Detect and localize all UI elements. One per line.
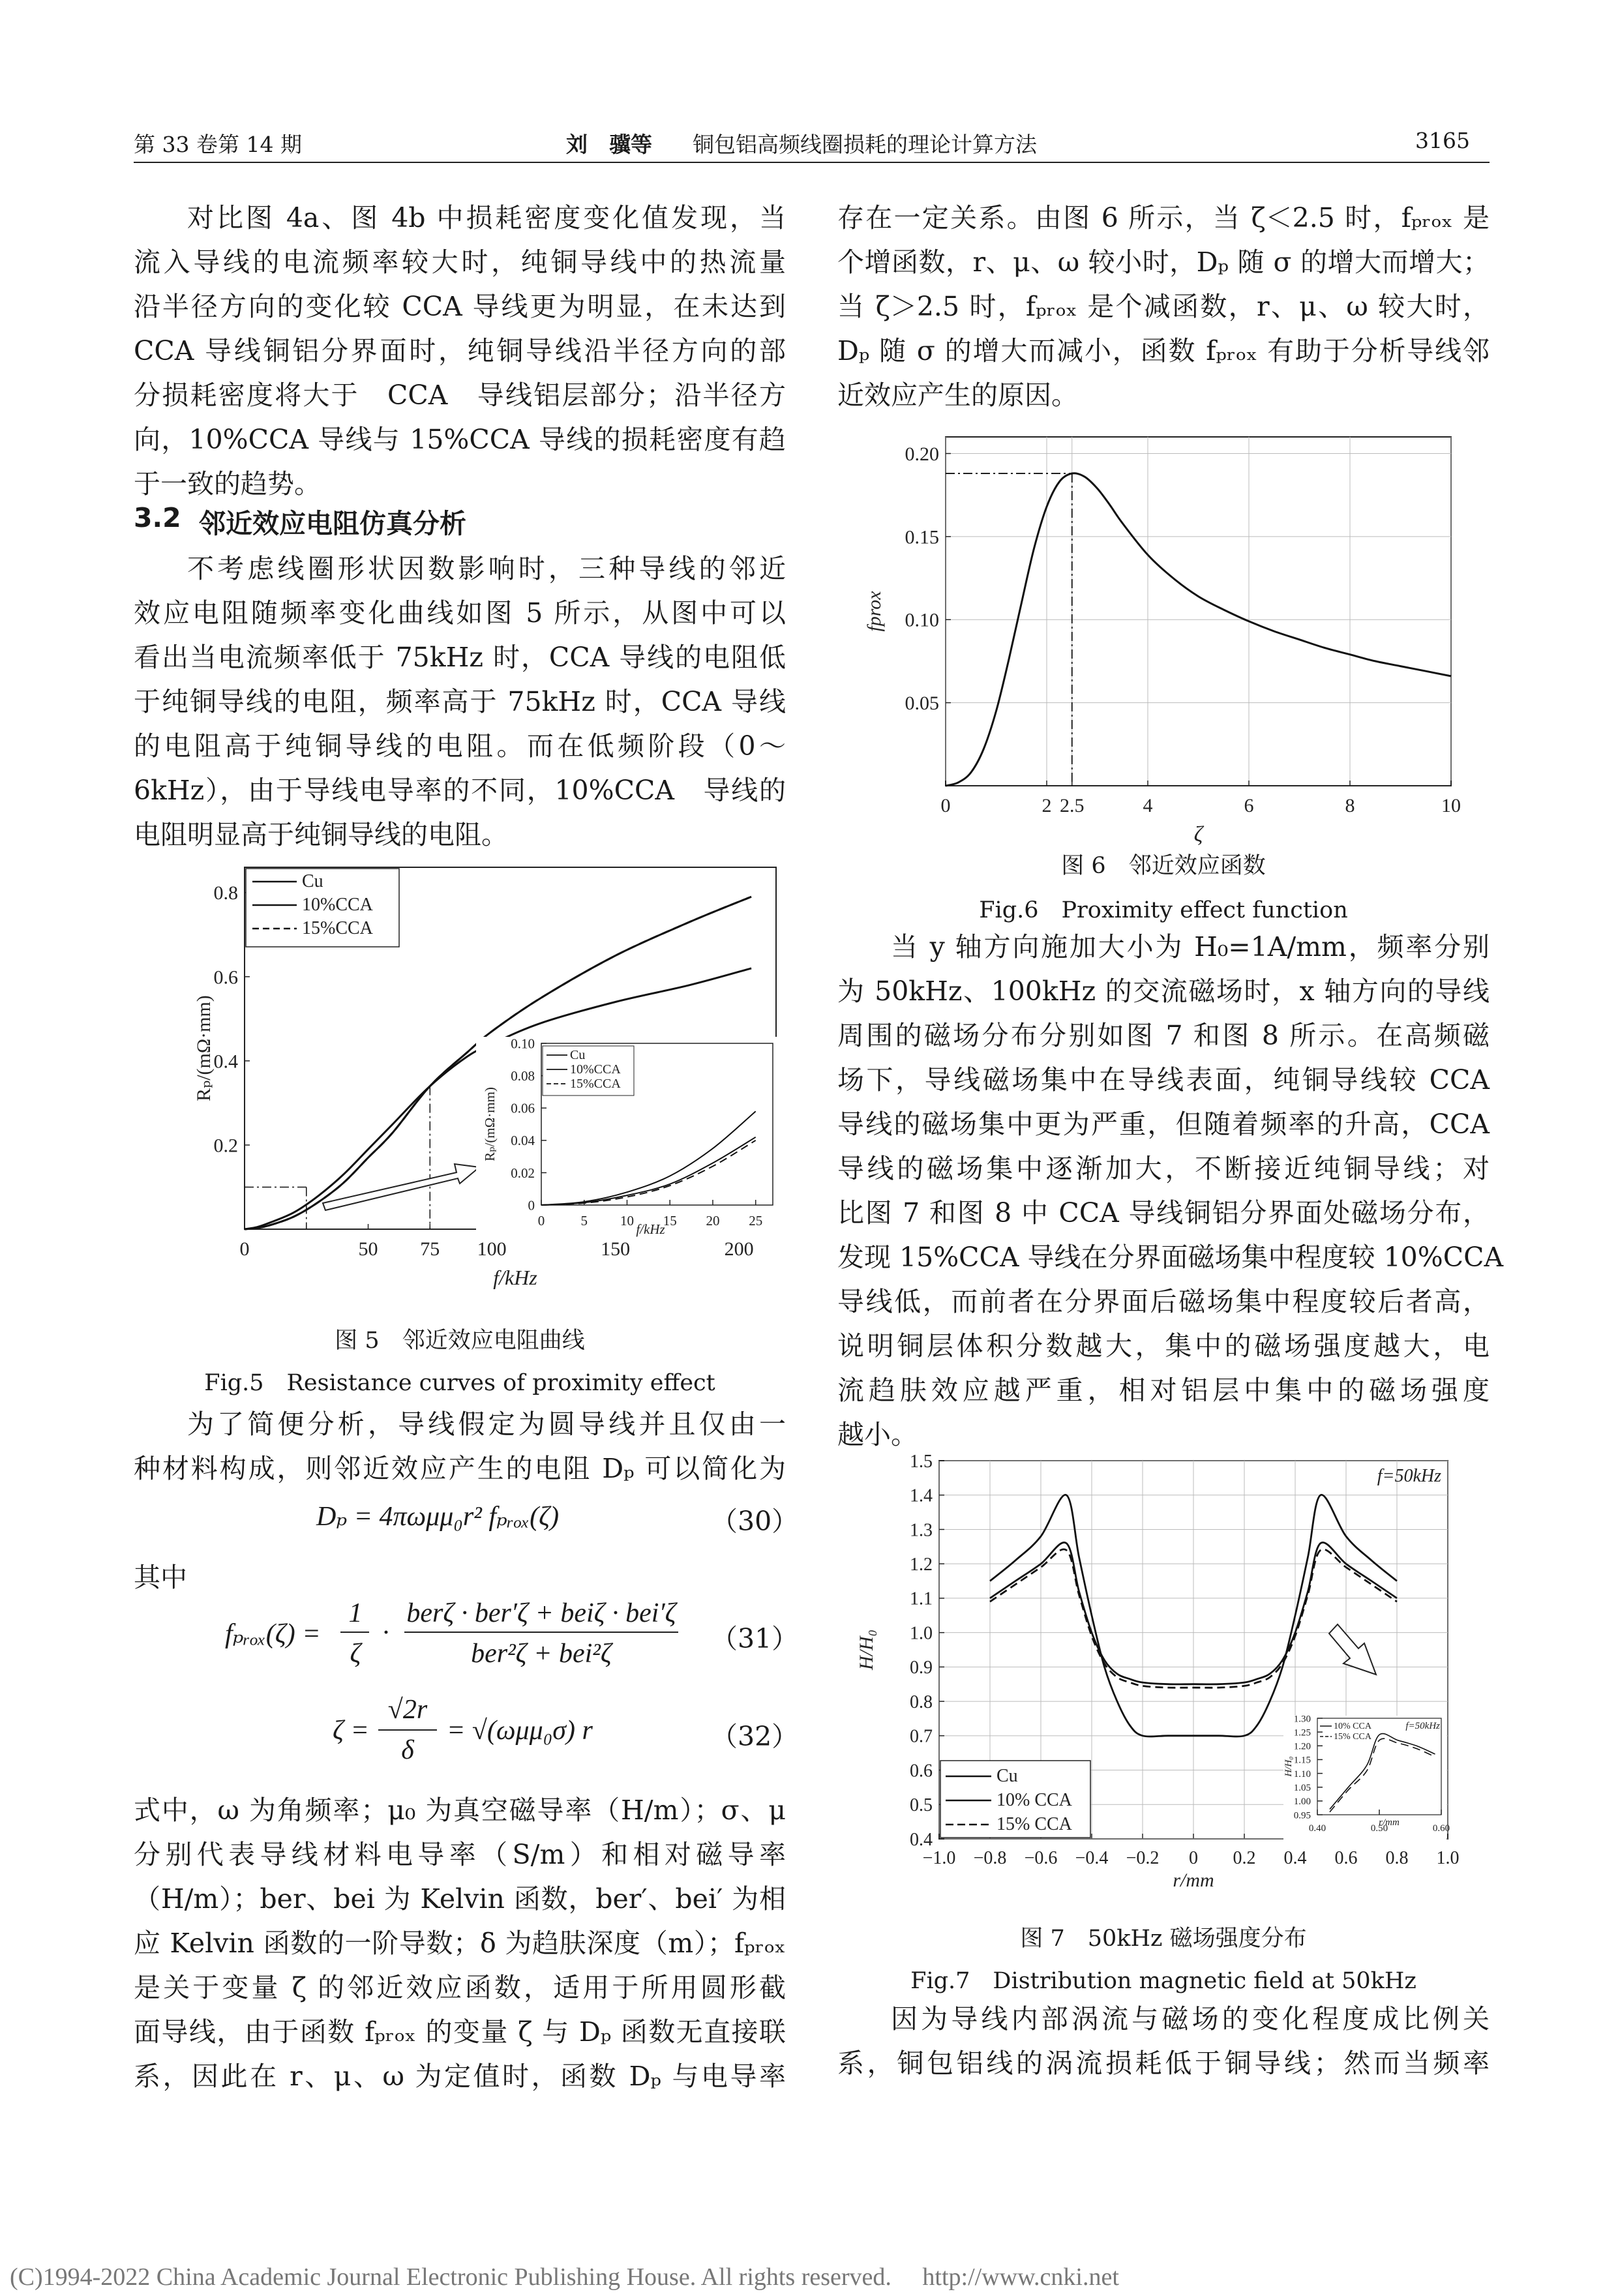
fig7-inset-xlabel: r/mm [1379, 1817, 1400, 1828]
text-line: 电阻明显高于纯铜导线的电阻。 [134, 819, 508, 850]
text-line: 周围的磁场分布分别如图 7 和图 8 所示。在高频磁 [837, 1020, 1490, 1051]
fig6-xtick-label: 2 [1041, 795, 1052, 816]
text-line: 系，因此在 r、μ、ω 为定值时，函数 Dₚ 与电导率 [134, 2061, 786, 2092]
fig6-xtick-label: 10 [1441, 795, 1461, 816]
text-line: CCA 导线铜铝分界面时，纯铜导线沿半径方向的部 [134, 335, 786, 366]
section-number: 3.2 [134, 502, 181, 533]
equation-32-den: δ [401, 1735, 414, 1765]
fig7-xtick-label: 0.2 [1233, 1848, 1256, 1868]
fig7-legend-label: 10% CCA [996, 1790, 1072, 1810]
text-line: 近效应产生的原因。 [837, 380, 1078, 411]
fig6-xtick-label: 0 [940, 795, 951, 816]
text-line: 当 y 轴方向施加大小为 H₀=1A/mm，频率分别 [891, 931, 1490, 962]
fig5-inset-xtick-label: 10 [620, 1213, 634, 1229]
header-page-number: 3165 [1415, 128, 1470, 153]
equation-32-lhs: ζ = [333, 1716, 369, 1746]
footer-copyright: (C)1994-2022 China Academic Journal Electronic Publishing House. All rights reserved. http://www.cnki.net [10, 2263, 1119, 2291]
fig5-xtick-label: 200 [724, 1238, 754, 1260]
header-title: 铜包铝高频线圈损耗的理论计算方法 [693, 132, 1037, 157]
header-rule [134, 162, 1490, 163]
fig7-inset-xtick-label: 0.50 [1370, 1823, 1388, 1834]
fig6-xlabel: ζ [1193, 822, 1203, 846]
fig5-xtick-label: 150 [601, 1238, 631, 1260]
fig6-ylabel: fprox [863, 591, 885, 632]
fig7-xlabel: r/mm [1173, 1870, 1214, 1891]
equation-32-num: √2r [387, 1695, 428, 1725]
text-line: Dₚ 随 σ 的增大而减小，函数 fₚᵣₒₓ 有助于分析导线邻 [837, 335, 1490, 366]
section-title: 邻近效应电阻仿真分析 [199, 508, 466, 539]
fig6-ytick-label: 0.15 [905, 526, 939, 548]
fig6-plot-frame [946, 437, 1451, 786]
text-line: 于一致的趋势。 [134, 468, 321, 499]
fig5-xtick-label: 50 [358, 1238, 378, 1260]
fig6-series- [946, 473, 1451, 786]
text-line: 流入导线的电流频率较大时，纯铜导线中的热流量 [134, 246, 786, 278]
text-line: （H/m）；ber、bei 为 Kelvin 函数，ber′、bei′ 为相 [134, 1883, 786, 1915]
text-line: 当 ζ＞2.5 时，fₚᵣₒₓ 是个减函数，r、μ、ω 较大时， [837, 291, 1490, 322]
text-line: 于纯铜导线的电阻，频率高于 75kHz 时，CCA 导线 [134, 686, 786, 717]
fig5-caption-cn: 图 5 邻近效应电阻曲线 [335, 1328, 585, 1354]
text-line: 向，10%CCA 导线与 15%CCA 导线的损耗密度有趋 [134, 424, 786, 455]
text-line: 说明铜层体积分数越大，集中的磁场强度越大，电 [837, 1330, 1490, 1362]
text-line: 系，铜包铝线的涡流损耗低于铜导线；然而当频率 [837, 2048, 1490, 2079]
fig5-chart [193, 848, 783, 1317]
fig6-chart [854, 424, 1474, 848]
fig7-xtick-label: −1.0 [922, 1848, 956, 1868]
fig7-caption-cn: 图 7 50kHz 磁场强度分布 [1020, 1926, 1307, 1952]
fig7-ytick-label: 0.6 [910, 1761, 933, 1782]
fig7-xtick-label: 1.0 [1436, 1848, 1460, 1868]
fig7-xtick-label: −0.2 [1126, 1848, 1160, 1868]
fig7-ytick-label: 1.5 [910, 1451, 933, 1472]
text-line: 导线低，而前者在分界面后磁场集中程度较后者高， [837, 1286, 1490, 1317]
fig5-inset-ytick-label: 0.02 [511, 1165, 535, 1181]
fig5-caption-en: Fig.5 Resistance curves of proximity effect [204, 1370, 715, 1396]
equation-31-frac1-num: 1 [348, 1598, 363, 1628]
text-line: 为了简便分析，导线假定为圆导线并且仅由一 [187, 1409, 786, 1440]
text-line: 个增函数，r、μ、ω 较小时，Dₚ 随 σ 的增大而增大； [837, 246, 1490, 278]
fig5-inset-ylabel: Rₚ/(mΩ·mm) [482, 1087, 498, 1161]
text-line: 种材料构成，则邻近效应产生的电阻 Dₚ 可以简化为 [134, 1453, 786, 1484]
fig5-xtick-label: 100 [477, 1238, 507, 1260]
fig5-inset-xtick-label: 15 [663, 1213, 677, 1229]
fig7-chart [848, 1451, 1487, 1894]
fig5-xtick-label: 0 [239, 1238, 250, 1260]
equation-31-bar [404, 1632, 678, 1633]
equation-32-bar [378, 1729, 437, 1731]
fig7-ytick-label: 1.3 [910, 1520, 933, 1541]
fig7-inset-ylabel: H/H₀ [1283, 1756, 1294, 1777]
fig7-ytick-label: 1.0 [910, 1623, 933, 1644]
equation-31-denominator: ber²ζ + bei²ζ [471, 1639, 612, 1669]
fig7-xtick-label: −0.6 [1024, 1848, 1058, 1868]
text-line: 因为导线内部涡流与磁场的变化程度成比例关 [891, 2003, 1490, 2035]
fig5-legend-label: Cu [302, 871, 323, 891]
text-line: 导线的磁场集中更为严重，但随着频率的升高，CCA [837, 1109, 1490, 1140]
fig6-xtick-label: 4 [1143, 795, 1153, 816]
fig7-ytick-label: 1.4 [910, 1485, 933, 1506]
fig7-xtick-label: 0.8 [1385, 1848, 1409, 1868]
fig7-inset-ytick-label: 1.05 [1293, 1782, 1311, 1793]
fig5-ytick-label: 0.6 [213, 966, 238, 989]
fig7-inset-ytick-label: 1.00 [1293, 1797, 1311, 1808]
text-line: 是关于变量 ζ 的邻近效应函数，适用于所用圆形截 [134, 1972, 786, 2003]
fig5-ytick-label: 0.4 [213, 1051, 238, 1073]
fig5-inset-legend-label: 15%CCA [570, 1077, 621, 1091]
text-line: 看出当电流频率低于 75kHz 时，CCA 导线的电阻低 [134, 642, 786, 673]
fig5-inset-xtick-label: 20 [706, 1213, 720, 1229]
fig7-inset-xtick-label: 0.60 [1432, 1823, 1450, 1834]
fig6-xtick-label: 8 [1345, 795, 1355, 816]
equation-30: Dₚ = 4πωμμ₀r² fₚᵣₒₓ(ζ) [316, 1502, 560, 1532]
fig5-legend-label: 10%CCA [302, 895, 373, 915]
equation-32-rhs: = √(ωμμ₀σ) r [447, 1716, 593, 1746]
fig5-inset-ytick-label: 0.06 [511, 1100, 535, 1116]
text-line: 为 50kHz、100kHz 的交流磁场时，x 轴方向的导线 [837, 976, 1490, 1007]
fig5-legend-label: 15%CCA [302, 918, 373, 938]
fig7-caption-en: Fig.7 Distribution magnetic field at 50kHz [910, 1968, 1416, 1994]
fig7-ytick-label: 0.9 [910, 1658, 933, 1678]
fig7-inset-legend-label: 10% CCA [1334, 1722, 1371, 1731]
fig5-inset-legend-label: Cu [570, 1048, 586, 1062]
fig7-legend-label: 15% CCA [996, 1814, 1072, 1834]
fig6-xtick-label: 2.5 [1060, 795, 1085, 816]
text-line: 面导线，由于函数 fₚᵣₒₓ 的变量 ζ 与 Dₚ 函数无直接联 [134, 2016, 786, 2048]
fig5-inset-xtick-label: 25 [749, 1213, 763, 1229]
fig5-xlabel: f/kHz [493, 1266, 537, 1289]
fig5-ytick-label: 0.2 [213, 1135, 238, 1157]
text-line: 发现 15%CCA 导线在分界面磁场集中程度较 10%CCA [837, 1242, 1504, 1273]
fig6-ytick-label: 0.20 [905, 443, 939, 465]
equation-31-numerator: berζ · ber′ζ + beiζ · bei′ζ [406, 1598, 676, 1628]
text-line: 效应电阻随频率变化曲线如图 5 所示，从图中可以 [134, 597, 786, 629]
text-line: 导线的磁场集中逐渐加大，不断接近纯铜导线；对 [837, 1153, 1490, 1184]
fig7-ytick-label: 1.1 [910, 1588, 933, 1609]
text-line: 场下，导线磁场集中在导线表面，纯铜导线较 CCA [837, 1064, 1490, 1096]
text-line: 应 Kelvin 函数的一阶导数；δ 为趋肤深度（m）；fₚᵣₒₓ [134, 1928, 786, 1959]
equation-30-number: （30） [711, 1506, 799, 1537]
text-line: 流趋肤效应越严重，相对铝层中集中的磁场强度 [837, 1375, 1490, 1406]
fig7-xtick-label: 0.6 [1334, 1848, 1358, 1868]
fig5-inset-xtick-label: 5 [580, 1213, 588, 1229]
fig7-inset-frequency-label: f=50kHz [1405, 1721, 1440, 1731]
equation-31-dot: · [382, 1618, 391, 1648]
fig5-inset-xlabel: f/kHz [636, 1221, 665, 1237]
text-line: 式中，ω 为角频率；μ₀ 为真空磁导率（H/m）；σ、μ [134, 1795, 786, 1826]
header-authors: 刘 骥等 [566, 132, 652, 157]
fig5-inset-xtick-label: 0 [537, 1213, 545, 1229]
fig7-inset-ytick-label: 1.15 [1293, 1755, 1311, 1766]
fig7-xtick-label: −0.4 [1075, 1848, 1109, 1868]
fig6-caption-en: Fig.6 Proximity effect function [979, 897, 1348, 923]
equation-31-number: （31） [711, 1623, 799, 1654]
text-line: 不考虑线圈形状因数影响时，三种导线的邻近 [187, 553, 786, 584]
text-line: 分损耗密度将大于 CCA 导线铝层部分；沿半径方 [134, 380, 786, 411]
fig6-caption-cn: 图 6 邻近效应函数 [1061, 853, 1266, 879]
text-line: 分别代表导线材料电导率（S/m）和相对磁导率 [134, 1839, 786, 1870]
text-line: 比图 7 和图 8 中 CCA 导线铜铝分界面处磁场分布， [837, 1197, 1490, 1229]
fig6-ytick-label: 0.10 [905, 609, 939, 631]
header-volume: 第 33 卷第 14 期 [134, 132, 302, 157]
fig7-xtick-label: 0.4 [1283, 1848, 1307, 1868]
equation-31-frac1-bar [340, 1632, 369, 1633]
fig7-inset-ytick-label: 1.30 [1293, 1714, 1311, 1725]
text-line: 对比图 4a、图 4b 中损耗密度变化值发现，当 [187, 202, 786, 233]
fig7-ytick-label: 0.8 [910, 1692, 933, 1712]
fig7-ytick-label: 0.5 [910, 1795, 933, 1816]
fig7-inset-ytick-label: 1.10 [1293, 1768, 1311, 1780]
fig7-inset-xtick-label: 0.40 [1308, 1823, 1326, 1834]
fig5-xtick-label: 75 [420, 1238, 440, 1260]
fig7-legend-label: Cu [996, 1766, 1018, 1786]
fig6-ytick-label: 0.05 [905, 693, 939, 715]
fig5-ytick-label: 0.8 [213, 882, 238, 904]
fig7-frequency-label: f=50kHz [1377, 1466, 1441, 1486]
fig7-inset-legend-label: 15% CCA [1334, 1732, 1371, 1742]
fig7-inset-ytick-label: 0.95 [1293, 1810, 1311, 1821]
equation-31-lhs: fₚᵣₒₓ(ζ) = [225, 1619, 321, 1649]
fig7-inset-ytick-label: 1.20 [1293, 1741, 1311, 1752]
fig5-inset-ytick-label: 0.08 [511, 1067, 535, 1084]
fig7-xtick-label: −0.8 [973, 1848, 1007, 1868]
qizhong-label: 其中 [134, 1562, 187, 1593]
equation-31-frac1-den: ζ [350, 1639, 361, 1669]
text-line: 沿半径方向的变化较 CCA 导线更为明显，在未达到 [134, 291, 786, 322]
fig6-xtick-label: 6 [1244, 795, 1254, 816]
fig7-ytick-label: 0.4 [910, 1829, 933, 1850]
text-line: 存在一定关系。由图 6 所示，当 ζ＜2.5 时，fₚᵣₒₓ 是 [837, 202, 1490, 233]
fig7-ytick-label: 0.7 [910, 1726, 933, 1747]
fig5-ylabel: Rₚ/(mΩ·mm) [193, 995, 215, 1101]
fig5-inset-ytick-label: 0 [528, 1197, 535, 1214]
fig5-inset-legend-label: 10%CCA [570, 1062, 621, 1077]
text-line: 6kHz），由于导线电导率的不同，10%CCA 导线的 [134, 775, 786, 806]
fig7-ytick-label: 1.2 [910, 1554, 933, 1575]
equation-32-number: （32） [711, 1721, 799, 1752]
text-line: 的电阻高于纯铜导线的电阻。而在低频阶段（0～ [134, 730, 786, 762]
fig5-inset-ytick-label: 0.10 [511, 1036, 535, 1052]
fig7-xtick-label: 0 [1189, 1848, 1198, 1868]
fig5-inset-ytick-label: 0.04 [511, 1133, 535, 1149]
text-line: 越小。 [837, 1419, 918, 1450]
fig7-ylabel: H/H₀ [856, 1629, 877, 1671]
fig7-inset-ytick-label: 1.25 [1293, 1727, 1311, 1738]
